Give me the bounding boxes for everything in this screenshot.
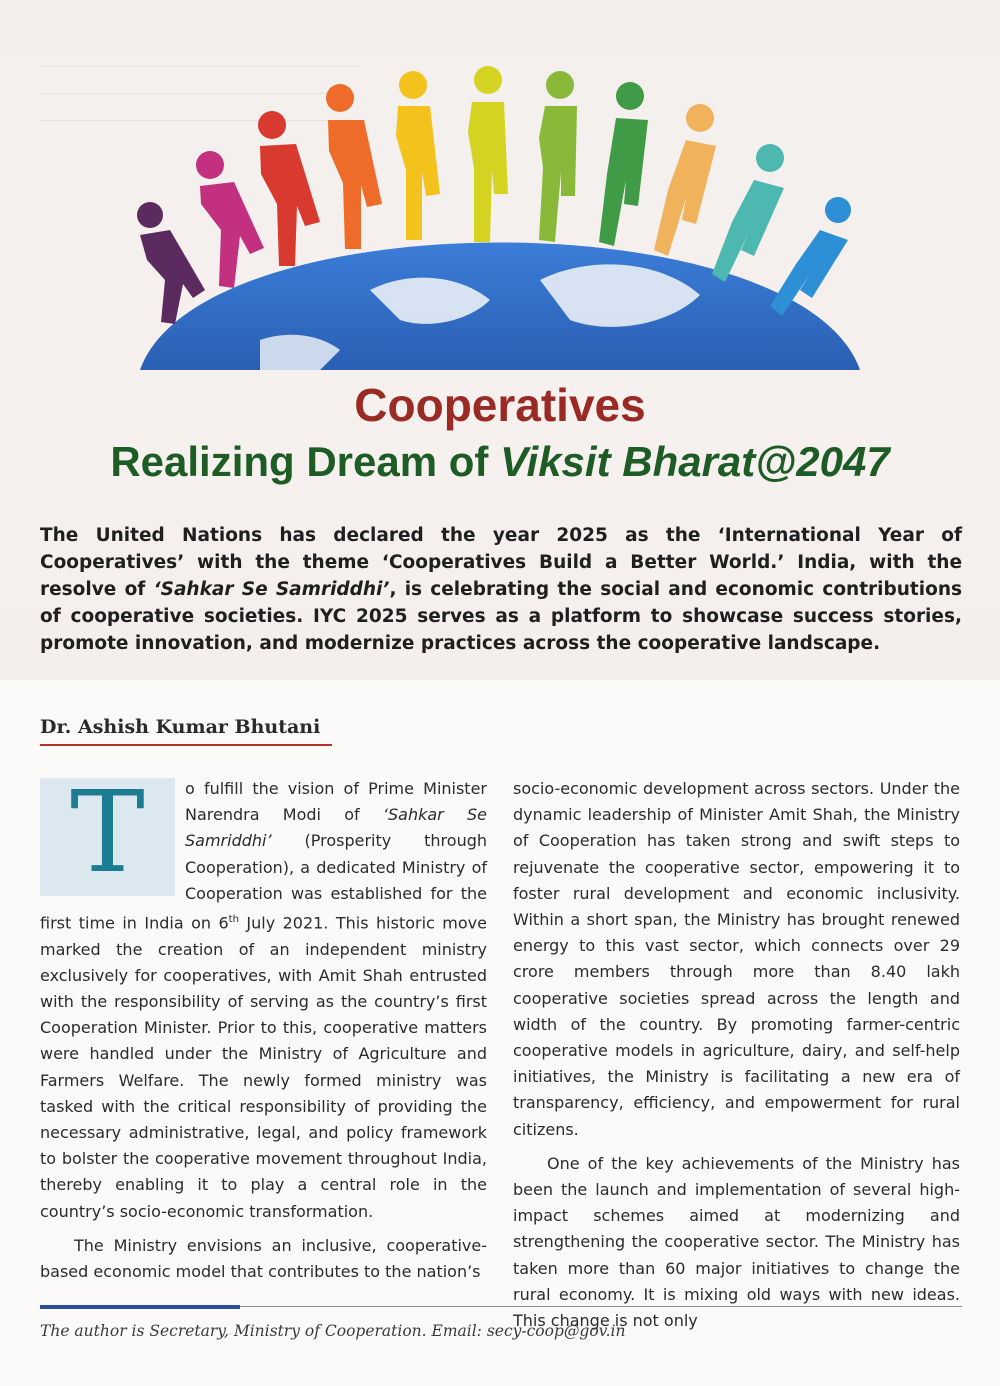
p1-superscript: th bbox=[228, 914, 239, 926]
page-subtitle bbox=[0, 438, 1000, 486]
p1-text-a: o fulfill the vision of Prime Minister Narendra Modi of bbox=[185, 779, 487, 825]
p1-text-b: (Prosperity through Cooperation), a dedicated Ministry of Cooperation was established for the first time in India on 6 bbox=[40, 831, 487, 933]
intro-italic: ‘Sahkar Se Samriddhi’ bbox=[153, 579, 390, 600]
p1-italic: ‘Sahkar Se Samriddhi’ bbox=[185, 805, 487, 851]
article-paragraph-3: socio-economic development across sectors. Under the dynamic leadership of Minister Amit Shah, the Ministry of Cooperation has taken strong and swift steps to rejuvenate the cooperative sector, empowering it to foster rural development and economic inclusivity. Within a short span, the Ministry has brought renewed energy to this vast sector, which connects over 29 crore members through more than 8.40 lakh cooperative societies spread across the length and width of the country. By promoting farmer-centric cooperative models in agriculture, dairy, and self-help initiatives, the Ministry is facilitating a new era of transparency, efficiency, and empowerment for rural citizens. bbox=[513, 779, 960, 1139]
cooperation-globe-illustration bbox=[120, 40, 880, 370]
p1-text-c: July 2021. This historic move marked the creation of an independent ministry exclusively for cooperatives, with Amit Shah entrusted with the responsibility of serving as the country’s first Cooperation Minister. Prior to this, cooperative matters were handled under the Ministry of Agriculture and Farmers Welfare. The newly formed ministry was tasked with the critical responsibility of providing the necessary administrative, legal, and policy framework to bolster the cooperative movement throughout India, thereby enabling it to play a central role in the country’s socio-economic transformation. bbox=[40, 913, 487, 1221]
article-paragraph-4: One of the key achievements of the Ministry has been the launch and implementation of several high-impact schemes aimed at modernizing and strengthening the cooperative sector. The Ministry has taken more than 60 major initiatives to change the rural economy. It is mixing old ways with new ideas. This change is not only bbox=[513, 1153, 960, 1331]
intro-text-1: The United Nations has declared the year 2025 as the ‘International Year of Cooperatives’ with the theme ‘Cooperatives Build a Better World.’ India, with the resolve of bbox=[40, 525, 962, 600]
article-column-right bbox=[513, 776, 960, 1342]
author-note: The author is Secretary, Ministry of Cooperation. Email: secy-coop@gov.in bbox=[40, 1322, 626, 1340]
subtitle-end: @2047 bbox=[755, 438, 890, 485]
article-column-left bbox=[40, 768, 487, 1293]
byline-rule bbox=[40, 744, 332, 746]
page-title: Cooperatives bbox=[354, 379, 646, 431]
intro-text-2: , is celebrating the social and economic contributions of cooperative societies. IYC 2025 serves as a platform to showcase success stories, promote innovation, and modernize practices across the cooperative landscape. bbox=[40, 579, 962, 654]
article-paragraph-1 bbox=[40, 768, 487, 1225]
drop-cap bbox=[40, 768, 175, 898]
author-byline: Dr. Ashish Kumar Bhutani bbox=[40, 716, 321, 738]
footer-rule-accent bbox=[40, 1305, 240, 1309]
article-paragraph-2: The Ministry envisions an inclusive, cooperative-based economic model that contributes to the nation’s bbox=[40, 1235, 487, 1281]
subtitle-plain: Realizing Dream of bbox=[110, 438, 501, 485]
hero-section bbox=[0, 0, 1000, 680]
subtitle-italic: Viksit Bharat bbox=[500, 438, 756, 485]
drop-cap-letter: T bbox=[70, 768, 145, 898]
intro-paragraph bbox=[40, 522, 962, 657]
